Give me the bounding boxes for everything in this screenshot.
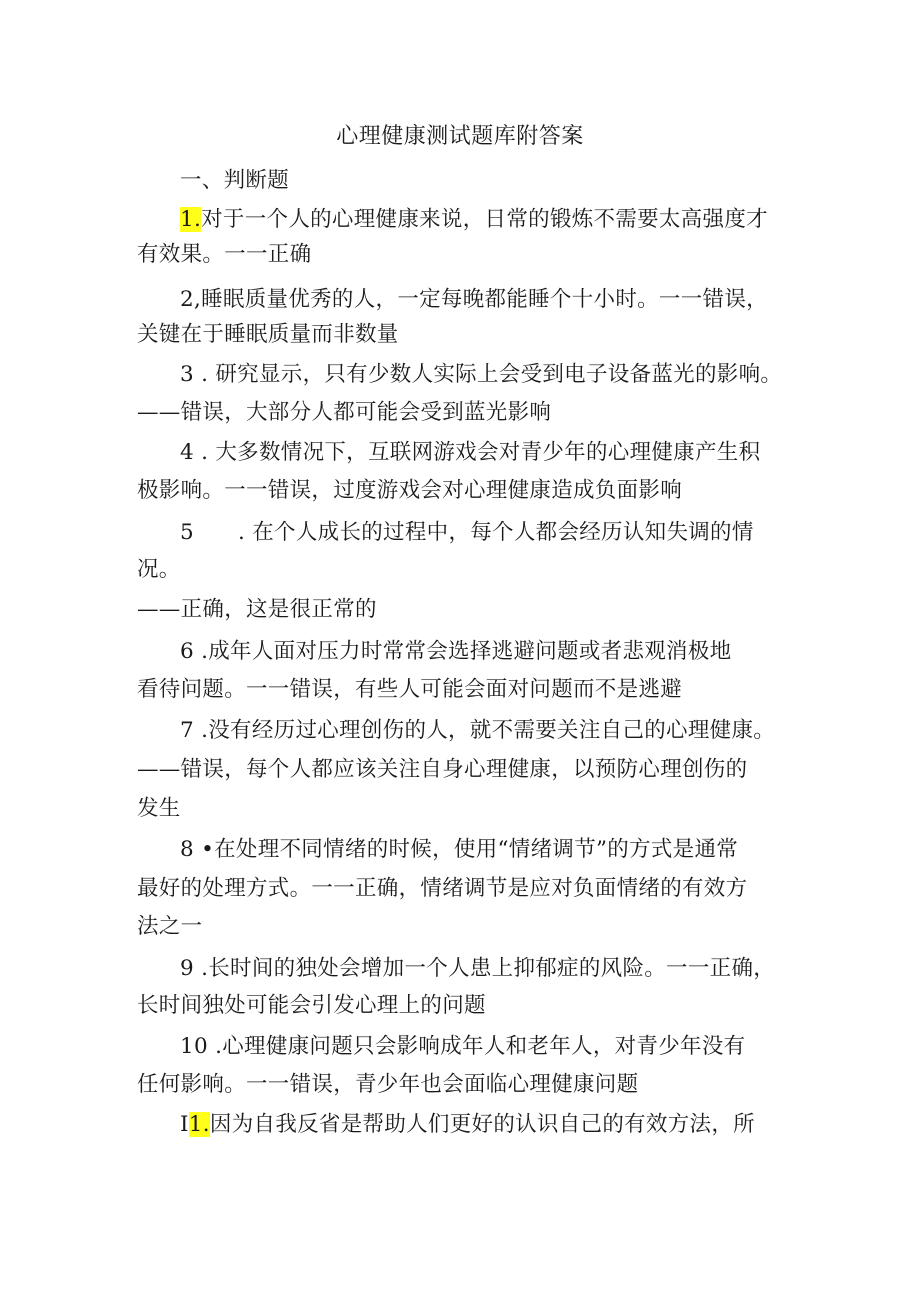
- question-5-line-2: 况。: [137, 557, 181, 582]
- question-3-line-2: ——错误，大部分人都可能会受到蓝光影响: [137, 400, 552, 425]
- question-11-text: 因为自我反省是帮助人们更好的认识自己的有效方法，所: [209, 1112, 755, 1137]
- question-10-line-2: 任何影响。一一错误，青少年也会面临心理健康问题: [137, 1072, 639, 1097]
- question-6-line-1: 6 .成年人面对压力时常常会选择逃避问题或者悲观消极地: [180, 639, 732, 664]
- question-5-line-3: ——正确，这是很正常的: [137, 597, 377, 622]
- question-5-text: . 在个人成长的过程中，每个人都会经历认知失调的情: [237, 520, 754, 545]
- question-1-number-highlight: 1.: [180, 207, 202, 232]
- question-8-line-1: 8 •在处理不同情绪的时候，使用“情绪调节”的方式是通常: [180, 837, 739, 862]
- question-11-prefix: I: [180, 1112, 189, 1137]
- question-6-line-2: 看待问题。一一错误，有些人可能会面对问题而不是逃避: [137, 677, 683, 702]
- page-title: 心理健康测试题库附答案: [336, 124, 584, 149]
- question-9-line-2: 长时间独处可能会引发心理上的问题: [137, 993, 486, 1018]
- question-1-line-1: [180, 205, 768, 235]
- section-heading: 一、判断题: [180, 168, 290, 193]
- question-8-line-2: 最好的处理方式。一一正确，情绪调节是应对负面情绪的有效方: [137, 876, 748, 901]
- question-5-number: 5: [180, 520, 194, 545]
- question-7-line-1: 7 .没有经历过心理创伤的人，就不需要关注自己的心理健康。: [180, 718, 776, 743]
- question-2-line-2: 关键在于睡眠质量而非数量: [137, 322, 399, 347]
- question-1-text: 对于一个人的心理健康来说，日常的锻炼不需要太高强度才: [201, 207, 768, 232]
- question-4-line-1: 4 . 大多数情况下，互联网游戏会对青少年的心理健康产生积: [180, 440, 761, 465]
- question-7-line-3: 发生: [137, 796, 181, 821]
- question-5-line-1: [180, 518, 754, 548]
- question-1-line-2: 有效果。一一正确: [137, 242, 312, 267]
- question-3-line-1: 3 . 研究显示，只有少数人实际上会受到电子设备蓝光的影响。: [180, 362, 783, 387]
- question-8-line-3: 法之一: [137, 914, 203, 939]
- question-9-line-1: 9 .长时间的独处会增加一个人患上抑郁症的风险。一一正确，: [180, 956, 776, 981]
- question-11-line-1: [180, 1110, 755, 1140]
- question-2-line-1: 2,睡眠质量优秀的人，一定每晚都能睡个十小时。一一错误，: [180, 287, 768, 312]
- question-10-line-1: 10 .心理健康问题只会影响成年人和老年人，对青少年没有: [180, 1034, 746, 1059]
- question-4-line-2: 极影响。一一错误，过度游戏会对心理健康造成负面影响: [137, 478, 683, 503]
- question-7-line-2: ——错误，每个人都应该关注自身心理健康，以预防心理创伤的: [137, 757, 748, 782]
- question-11-number-highlight: 1.: [188, 1112, 210, 1137]
